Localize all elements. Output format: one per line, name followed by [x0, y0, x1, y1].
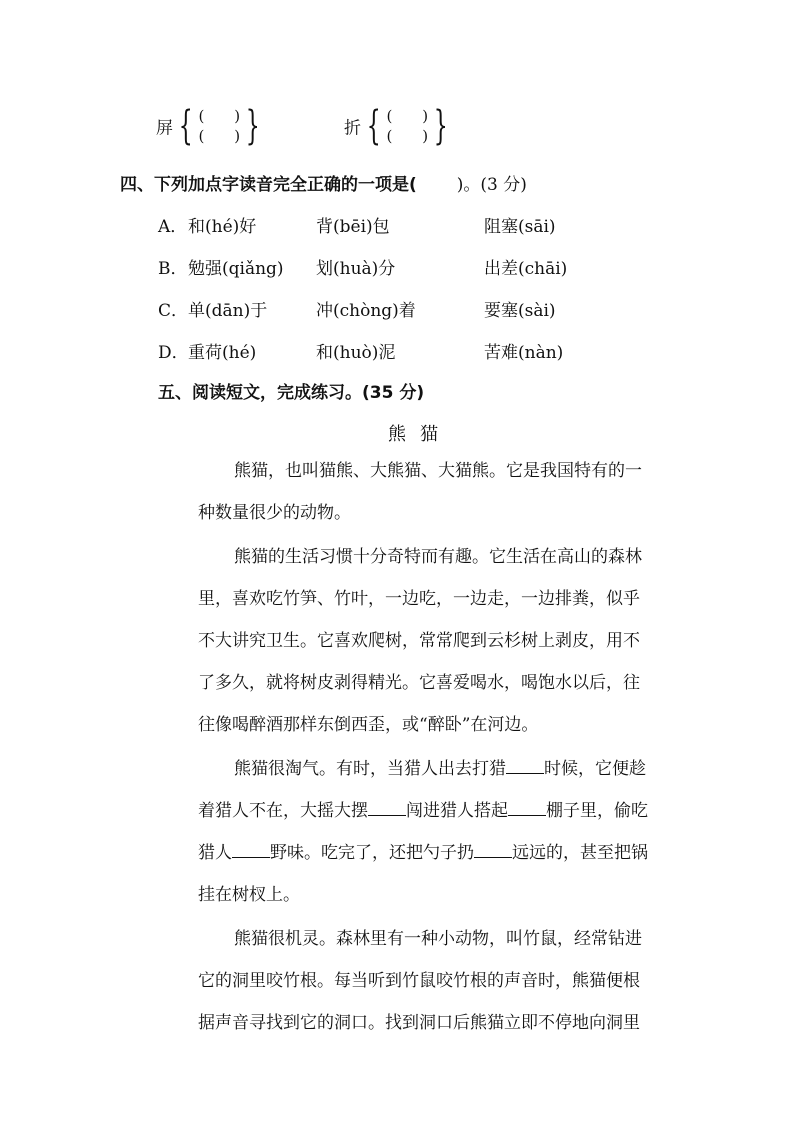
passage-line: 猎人 野味。吃完了，还把勺子扔 远远的，甚至把锅 [198, 843, 648, 863]
polyphone-char: 屏 [156, 118, 173, 139]
option-d-item-2: 和(huò)泥 [316, 343, 396, 363]
fill-blank[interactable] [508, 801, 546, 816]
pinyin-blank[interactable]: ( ) [386, 107, 429, 125]
passage-line: 挂在树杈上。 [198, 885, 300, 905]
option-c-item-2: 冲(chòng)着 [316, 301, 416, 321]
polyphone-item-1 [156, 103, 266, 149]
option-a-item-2: 背(bēi)包 [316, 217, 390, 237]
option-b[interactable]: B． [158, 259, 188, 279]
option-a-item-3: 阻塞(sāi) [484, 217, 556, 237]
passage-line: 熊猫的生活习惯十分奇特而有趣。它生活在高山的森林 [234, 547, 642, 567]
option-c-item-3: 要塞(sài) [484, 301, 556, 321]
option-c[interactable]: C． [158, 301, 189, 321]
right-brace-icon: } [245, 103, 260, 149]
option-a[interactable]: A． [158, 217, 188, 237]
right-brace-icon: } [433, 103, 448, 149]
pinyin-blank[interactable]: ( ) [198, 127, 241, 145]
fill-blank[interactable] [232, 843, 270, 858]
option-b-item-1: 勉强(qiǎng) [188, 259, 284, 279]
passage-line: 里，喜欢吃竹笋、竹叶，一边吃，一边走，一边排粪，似乎 [198, 589, 640, 609]
passage-line: 熊猫很机灵。森林里有一种小动物，叫竹鼠，经常钻进 [234, 929, 642, 949]
passage-line: 种数量很少的动物。 [198, 503, 351, 523]
option-b-item-3: 出差(chāi) [484, 259, 568, 279]
left-brace-icon: { [178, 103, 193, 149]
pinyin-blank[interactable]: ( ) [386, 127, 429, 145]
passage-line: 它的洞里咬竹根。每当听到竹鼠咬竹根的声音时，熊猫便根 [198, 971, 640, 991]
passage-title: 熊猫 [388, 424, 452, 445]
passage-line: 熊猫，也叫猫熊、大熊猫、大猫熊。它是我国特有的一 [234, 461, 642, 481]
passage-line: 往像喝醉酒那样东倒西歪，或“醉卧”在河边。 [198, 715, 539, 735]
option-a-item-1: 和(hé)好 [188, 217, 257, 237]
option-d-item-3: 苦难(nàn) [484, 343, 564, 363]
fill-blank[interactable] [474, 843, 512, 858]
polyphone-item-2 [344, 103, 454, 149]
polyphone-char: 折 [344, 118, 361, 139]
passage-line: 了多久，就将树皮剥得精光。它喜爱喝水，喝饱水以后，往 [198, 673, 640, 693]
option-b-item-2: 划(huà)分 [316, 259, 396, 279]
option-c-item-1: 单(dān)于 [188, 301, 268, 321]
passage-line: 据声音寻找到它的洞口。找到洞口后熊猫立即不停地向洞里 [198, 1013, 640, 1033]
left-brace-icon: { [366, 103, 381, 149]
pinyin-blank[interactable]: ( ) [198, 107, 241, 125]
passage-line: 熊猫很淘气。有时，当猎人出去打猎 时候，它便趁 [234, 759, 646, 779]
fill-blank[interactable] [506, 759, 544, 774]
passage-line: 不大讲究卫生。它喜欢爬树，常常爬到云杉树上剥皮，用不 [198, 631, 640, 651]
option-d[interactable]: D． [158, 343, 189, 363]
question-5-heading: 五、阅读短文，完成练习。(35 分) [158, 383, 425, 403]
passage-line: 着猎人不在，大摇大摆 闯进猎人搭起 棚子里，偷吃 [198, 801, 648, 821]
fill-blank[interactable] [368, 801, 406, 816]
question-4-heading: 四、下列加点字读音完全正确的一项是( )。(3 分) [120, 175, 527, 195]
option-d-item-1: 重荷(hé) [188, 343, 257, 363]
